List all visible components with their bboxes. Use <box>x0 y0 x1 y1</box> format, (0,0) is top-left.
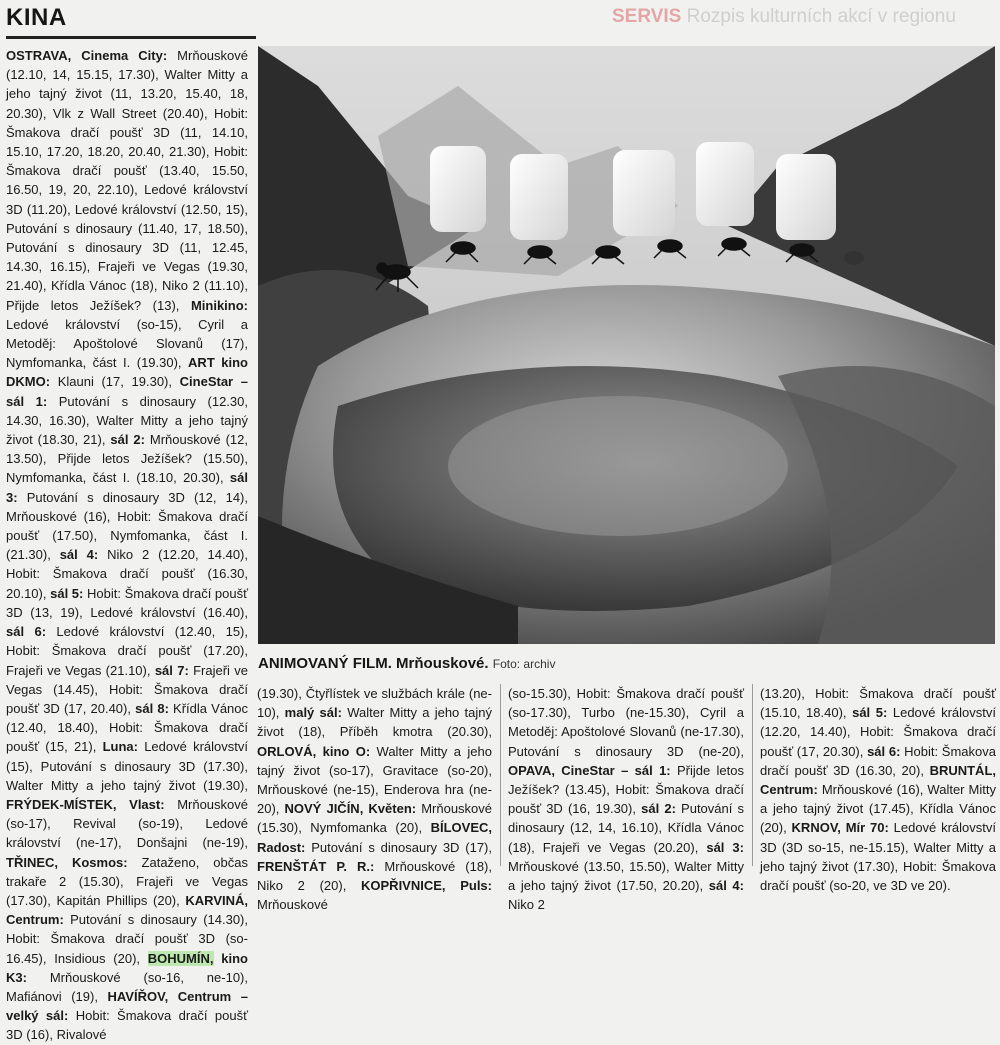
photo-caption <box>258 652 995 676</box>
venue-name: sál 5: <box>852 705 888 721</box>
screening-times: Putování s dinosaury 3D (12, 14), Mrňouskové (16), Hobit: Šmakova dračí poušť (17.50), Nymfomanka, část I. (21.30), <box>6 489 248 563</box>
screening-times: Putování s dinosaury 3D (17), <box>305 839 492 855</box>
listing-column-3 <box>508 684 744 913</box>
caption-credit: Foto: archiv <box>492 657 556 671</box>
venue-name: KARVINÁ, Centrum: <box>6 892 248 928</box>
screening-times: (19.30), Čtyřlístek ve službách krále (ne-10), <box>257 686 492 721</box>
screening-times: Klauni (17, 19.30), <box>50 374 180 390</box>
screening-times: Frajeři ve Vegas (14.45), Hobit: Šmakova dračí poušť 3D (17, 20.40), <box>6 662 248 716</box>
screening-times: (so-15.30), Hobit: Šmakova dračí poušť (so-17.30), Turbo (ne-15.30), Cyril a Metoděj: Apoštolové Slovanů (ne-17.30), Putování s dinosaury 3D (ne-20), <box>508 686 744 759</box>
screening-times: Mrňouskové <box>257 897 328 913</box>
venue-name: sál 2: <box>641 801 676 817</box>
listing-column-2 <box>257 684 493 913</box>
screening-times: Mrňouskové (12.10, 14, 15.15, 17.30), Walter Mitty a jeho tajný život (11, 13.20, 15.40, 18, 20.30), Vlk z Wall Street (20.40), Hobit: Šmakova dračí poušť 3D (11, 14.10, 15.10, 17.20, 18.20, 20.40, 21.30), Hobit: Šmakova dračí poušť (13.40, 15.50, 16.50, 19, 20, 22.10), Ledové království 3D (11.20), Ledové království (12.50, 15), Putování s dinosaury (11.40, 17, 18.50), Putování s dinosaury 3D (11, 12.45, 14.30, 16.15), Frajeři ve Vegas (19.30, 21.40), Křídla Vánoc (18), Niko 2 (11.10), Přijde letos Ježíšek? (13), <box>6 48 248 313</box>
screening-times: Mrňouskové (12, 13.50), Přijde letos Ježíšek? (15.50), Nymfomanka, část I. (18.10, 20.30), <box>6 432 248 486</box>
screening-times: Putování s dinosaury (12.30, 14.30, 16.30), Walter Mitty a jeho tajný život (18.30, 21), <box>6 393 248 448</box>
venue-name: kino K3: <box>6 950 248 985</box>
venue-name: BRUNTÁL, Centrum: <box>760 762 996 798</box>
screening-times: Ledové království (15), Putování s dinosaury 3D (17.30), Walter Mitty a jeho tajný život (19.30), <box>6 739 248 793</box>
venue-name: OSTRAVA, Cinema City: <box>6 48 168 63</box>
listing-column-4 <box>760 684 996 894</box>
screening-times: Přijde letos Ježíšek? (13.45), Hobit: Šmakova dračí poušť 3D (16, 19.30), <box>508 762 744 817</box>
screening-times: Mrňouskové (so-16, ne-10), Mafiánovi (19), <box>6 969 248 1004</box>
column-divider <box>500 684 501 866</box>
screening-times: Mrňouskové (13.50, 15.50), Walter Mitty a jeho tajný život (17.50, 20.20), <box>508 858 744 894</box>
venue-name: KOPŘIVNICE, Puls: <box>361 878 492 894</box>
screening-times: Hobit: Šmakova dračí poušť 3D (13, 19), Ledové království (16.40), <box>6 585 248 620</box>
screening-times: Walter Mitty a jeho tajný život (18), Příběh kmotra (20.30), <box>257 705 492 740</box>
screening-times: Niko 2 (12.20, 14.40), Hobit: Šmakova dračí poušť (16.30, 20.10), <box>6 547 248 601</box>
screening-times: Ledové království (12.40, 15), Hobit: Šmakova dračí poušť (17.20), Frajeři ve Vegas (21.10), <box>6 624 249 678</box>
screening-times: Ledové království (so-15), Cyril a Metoděj: Apoštolové Slovanů (17), Nymfomanka, část I. (19.30), <box>6 316 248 371</box>
venue-name: sál 7: <box>154 662 189 678</box>
venue-name: sál 4: <box>59 547 99 563</box>
venue-name: sál 6: <box>867 743 901 759</box>
screening-times: (13.20), Hobit: Šmakova dračí poušť (15.10, 18.40), <box>760 686 996 721</box>
venue-name: KRNOV, Mír 70: <box>791 820 889 836</box>
venue-name: TŘINEC, Kosmos: <box>6 854 128 870</box>
venue-name: sál 6: <box>6 624 47 640</box>
venue-name: ORLOVÁ, kino O: <box>257 743 371 759</box>
venue-name: CineStar – sál 1: <box>6 374 248 409</box>
caption-title: ANIMOVANÝ FILM. Mrňouskové. <box>258 655 489 672</box>
venue-name: ART kino DKMO: <box>6 355 248 390</box>
section-header <box>6 4 246 36</box>
screening-times: Mrňouskové (so-17), Revival (so-19), Ledové království (ne-17), Donšajni (ne-19), <box>6 796 248 851</box>
screening-times: Ledové království 3D (3D so-15, ne-15.15), Walter Mitty a jeho tajný život (17.30), Hobit: Šmakova dračí poušť (so-20, ve 3D ve 20). <box>760 820 996 894</box>
screening-times: Mrňouskové (16), Walter Mitty a jeho tajný život (17.45), Křídla Vánoc (20), <box>760 782 996 836</box>
column-divider <box>752 684 753 866</box>
venue-name: malý sál: <box>284 705 342 721</box>
highlighted-venue-name: BOHUMÍN, <box>147 950 214 966</box>
venue-name: sál 4: <box>708 878 744 894</box>
venue-name: Minikino: <box>190 297 248 313</box>
venue-name: sál 3: <box>6 470 248 505</box>
venue-name: sál 2: <box>110 432 145 448</box>
screening-times: Walter Mitty a jeho tajný život (so-17), Gravitace (so-20), Mrňouskové (ne-15), Enderova hra (ne-20), <box>257 743 492 817</box>
section-title: KINA <box>6 4 67 31</box>
screening-times: Putování s dinosaury (14.30), Hobit: Šmakova dračí poušť 3D (so-16.45), Insidious (20), <box>6 912 248 966</box>
venue-name: HAVÍŘOV, Centrum – velký sál: <box>6 988 248 1024</box>
screening-times: Mrňouskové (18), Niko 2 (20), <box>257 858 492 894</box>
venue-name: NOVÝ JIČÍN, Květen: <box>284 801 417 817</box>
screening-times: Hobit: Šmakova dračí poušť 3D (16), Rivalové <box>6 1008 248 1043</box>
venue-name: BÍLOVEC, Radost: <box>257 820 492 855</box>
screening-times: Křídla Vánoc (12.40, 18.40), Hobit: Šmakova dračí poušť (15, 21), <box>6 700 249 755</box>
screening-times: Hobit: Šmakova dračí poušť 3D (16.30, 20), <box>760 743 996 778</box>
screening-times: Niko 2 <box>508 897 545 913</box>
venue-name: FRÝDEK-MÍSTEK, Vlast: <box>6 796 165 812</box>
venue-name: Luna: <box>102 739 138 755</box>
screening-times: Mrňouskové (15.30), Nymfomanka (20), <box>257 801 493 836</box>
film-photo <box>258 46 995 644</box>
screening-times: Putování s dinosaury (12, 14, 16.10), Křídla Vánoc (18), Frajeři ve Vegas (20.20), <box>508 801 744 855</box>
bleed-through-header <box>612 4 1000 30</box>
screening-times: Ledové království (12.20, 14.40), Hobit: Šmakova dračí poušť (17, 20.30), <box>760 705 996 759</box>
listing-column-1 <box>6 46 249 1043</box>
bleed-through-prefix: SERVIS <box>612 6 682 27</box>
venue-name: sál 3: <box>706 839 744 855</box>
bleed-through-text: Rozpis kulturních akcí v regionu <box>686 6 956 27</box>
venue-name: sál 8: <box>135 700 169 716</box>
film-photo-image <box>258 46 995 644</box>
venue-name: FRENŠTÁT P. R.: <box>257 858 375 874</box>
screening-times: Zataženo, občas trakaře 2 (15.30), Frajeři ve Vegas (17.30), Kapitán Phillips (20), <box>6 854 248 908</box>
section-title-rule <box>6 36 256 39</box>
venue-name: sál 5: <box>50 585 84 601</box>
venue-name: OPAVA, CineStar – sál 1: <box>508 762 671 778</box>
